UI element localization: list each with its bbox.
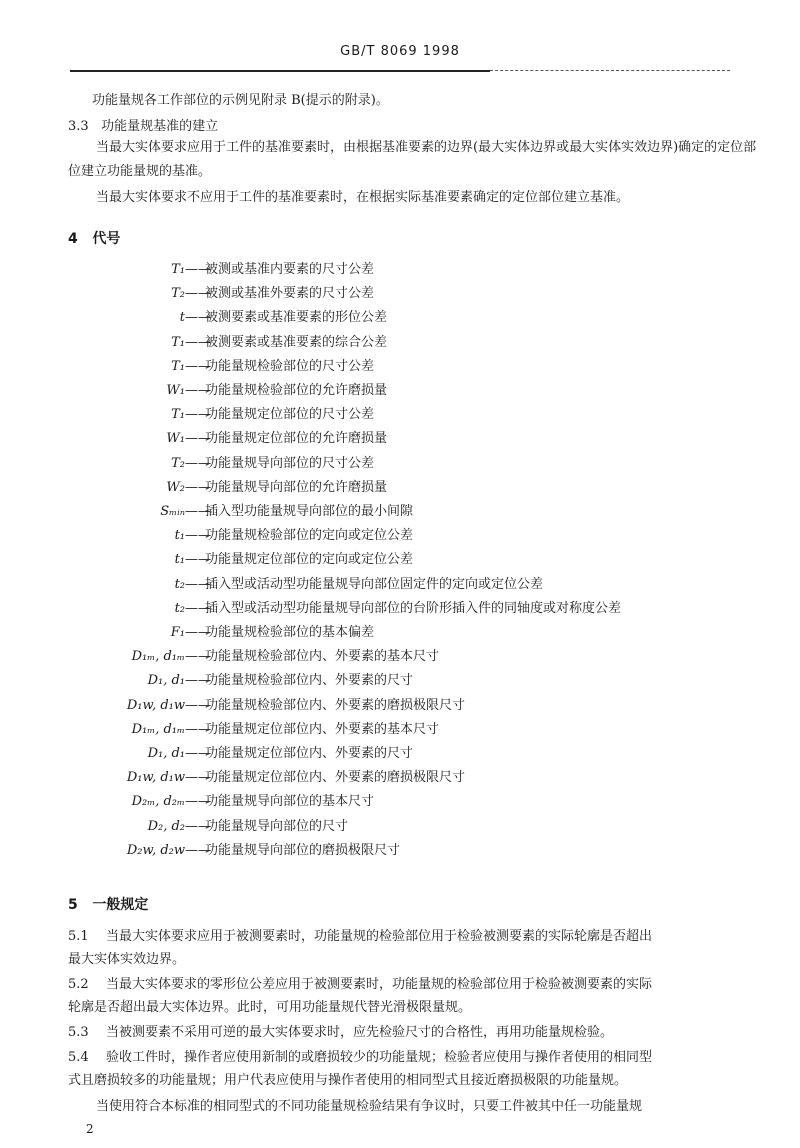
symbol-dash: —— [185,721,211,737]
symbol-description: 功能量规导向部位的尺寸公差 [205,455,375,471]
symbol: D₁ₘ, d₁ₘ [131,721,185,737]
symbol-row [80,573,760,597]
header-rule [70,70,490,72]
symbol-row [80,379,760,403]
symbol-dash: —— [185,552,211,568]
clause-text: 式且磨损较多的功能量规；用户代表应使用与操作者使用的相同型式且接近磨损极限的功能量规。 [68,1073,628,1088]
symbol: T₂ [171,455,185,471]
clause-text: 当被测要素不采用可逆的最大实体要求时，应先检验尺寸的合格性，再用功能量规检验。 [106,1025,614,1040]
symbol: D₁w, d₁w [126,770,185,786]
standard-header: GB/T 8069 1998 [340,44,460,59]
clause-text: 验收工件时，操作者应使用新制的或磨损较少的功能量规；检验者应使用与操作者使用的相同型 [106,1050,653,1065]
clause-line [68,999,471,1017]
symbol-dash: —— [185,383,211,398]
symbol: D₁, d₁ [147,746,185,761]
symbol-dash: —— [185,455,211,471]
symbol-description: 功能量规检验部位的基本偏差 [205,625,375,640]
symbol-description: 功能量规检验部位内、外要素的磨损极限尺寸 [205,697,466,713]
clause-text: 最大实体实效边界。 [68,952,186,967]
symbol: t₂ [174,600,185,616]
symbol-description: 功能量规定位部位内、外要素的基本尺寸 [205,721,440,737]
symbol: F₁ [170,625,185,640]
symbol-dash: —— [185,697,211,713]
symbol-description: 功能量规检验部位的允许磨损量 [205,383,388,398]
clause-text: 当最大实体要求的零形位公差应用于被测要素时，功能量规的检验部位用于检验被测要素的实际 [106,977,653,992]
symbol: T₁ [171,407,185,423]
page-number: 2 [86,1122,94,1136]
symbol-description: 功能量规导向部位的基本尺寸 [205,794,375,810]
symbol-dash: —— [185,600,211,616]
clause-text: 轮廓是否超出最大实体边界。此时，可用功能量规代替光滑极限量规。 [68,1000,472,1015]
symbol-row [80,645,760,669]
symbol-description: 功能量规定位部位内、外要素的尺寸 [205,746,414,761]
symbol-description: 被测要素或基准要素的形位公差 [205,310,388,326]
clause-text: 当最大实体要求应用于被测要素时，功能量规的检验部位用于检验被测要素的实际轮廓是否超出 [106,929,653,944]
symbol: D₂, d₂ [147,818,185,834]
symbol-row [80,548,760,572]
symbol-dash: —— [185,794,211,810]
clause-line [68,1024,613,1042]
symbol-description: 功能量规检验部位内、外要素的基本尺寸 [205,649,440,665]
clause-line [68,976,652,994]
symbol-dash: —— [185,673,211,689]
symbol: T₁ [171,262,185,277]
symbol-dash: —— [185,407,211,423]
clause-number: 5.4 [68,1050,89,1065]
symbol-description: 功能量规检验部位的尺寸公差 [205,358,375,374]
section-5-last-line: 当使用符合本标准的相同型式的不同功能量规检验结果有争议时，只要工件被其中任一功能量规 [96,1099,643,1114]
symbol: D₂ₘ, d₂ₘ [131,794,185,810]
symbol-dash: —— [185,625,211,640]
symbol-row [80,742,760,766]
symbol-row [80,718,760,742]
section-4-heading: 4 代号 [68,231,121,247]
clause-line [68,1072,627,1090]
symbol-row [80,694,760,718]
symbol-row [80,355,760,379]
clause-line [68,1049,652,1067]
symbol-row [80,790,760,814]
symbol-description: 被测或基准外要素的尺寸公差 [205,286,375,302]
symbol: W₂ [166,479,185,495]
intro-line: 功能量规各工作部位的示例见附录 B(提示的附录)。 [92,93,389,108]
clause-line [68,928,652,946]
symbol: Sₘᵢₙ [160,504,185,519]
symbol: W₁ [166,431,185,447]
symbol-row [80,452,760,476]
section-3-3-para-2: 当最大实体要求不应用于工件的基准要素时，在根据实际基准要素确定的定位部位建立基准。 [96,190,630,205]
symbol-dash: —— [185,431,211,447]
section-3-3-para-1: 当最大实体要求应用于工件的基准要素时，由根据基准要素的边界(最大实体边界或最大实体实效边界)确定的定位部位建立功能量规的基准。 [68,140,757,179]
symbol-row [80,621,760,645]
symbol-row [80,669,760,693]
symbol-dash: —— [185,286,211,302]
symbol-description: 插入型或活动型功能量规导向部位的台阶形插入件的同轴度或对称度公差 [205,600,622,616]
symbol-row [80,839,760,863]
symbol-description: 功能量规定位部位的定向或定位公差 [205,552,414,568]
symbol-row [80,524,760,548]
symbol-row [80,597,760,621]
symbol-description: 功能量规导向部位的尺寸 [205,818,349,834]
symbol: T₂ [171,286,185,302]
symbol-row [80,476,760,500]
symbol-dash: —— [185,746,211,761]
symbol: D₁, d₁ [147,673,185,689]
symbol-description: 插入型或活动型功能量规导向部位固定件的定向或定位公差 [205,576,544,592]
symbol-description: 功能量规导向部位的磨损极限尺寸 [205,842,401,858]
symbol-dash: —— [185,479,211,495]
clause-number: 5.3 [68,1025,89,1040]
symbol: t [179,310,185,326]
symbol: t₁ [174,528,185,544]
symbol-description: 被测要素或基准要素的综合公差 [205,334,388,350]
clause-number: 5.2 [68,977,89,992]
symbol: W₁ [166,383,185,398]
symbol-description: 插入型功能量规导向部位的最小间隙 [205,504,414,519]
symbol-row [80,331,760,355]
symbol-row [80,500,760,524]
symbol: t₁ [174,552,185,568]
symbol-row [80,815,760,839]
symbol-description: 被测或基准内要素的尺寸公差 [205,262,375,277]
symbol-dash: —— [185,334,211,350]
symbol-dash: —— [185,310,211,326]
clause-line [68,951,185,969]
symbol-description: 功能量规定位部位内、外要素的磨损极限尺寸 [205,770,466,786]
symbol-description: 功能量规检验部位内、外要素的尺寸 [205,673,414,689]
symbol: D₁w, d₁w [126,697,185,713]
symbol-dash: —— [185,770,211,786]
symbol-row [80,306,760,330]
symbol-row [80,427,760,451]
symbol-dash: —— [185,358,211,374]
symbol: T₁ [171,358,185,374]
symbol-dash: —— [185,576,211,592]
symbol: t₂ [174,576,185,592]
symbol-description: 功能量规定位部位的尺寸公差 [205,407,375,423]
symbol-row [80,282,760,306]
clause-number: 5.1 [68,929,89,944]
symbol-row [80,258,760,282]
symbol-row [80,403,760,427]
symbol: D₂w, d₂w [126,842,185,858]
symbol-dash: —— [185,504,211,519]
header-rule-dashed [490,70,730,71]
symbol: T₁ [171,334,185,350]
symbol-row [80,766,760,790]
symbol-dash: —— [185,528,211,544]
symbol-dash: —— [185,262,211,277]
symbol-description: 功能量规定位部位的允许磨损量 [205,431,388,447]
symbol-description: 功能量规导向部位的允许磨损量 [205,479,388,495]
symbol-dash: —— [185,649,211,665]
symbol-dash: —— [185,842,211,858]
section-5-heading: 5 一般规定 [68,897,149,913]
symbol: D₁ₘ, d₁ₘ [131,649,185,665]
section-3-3-heading: 3.3 功能量规基准的建立 [68,119,219,134]
symbol-dash: —— [185,818,211,834]
symbol-description: 功能量规检验部位的定向或定位公差 [205,528,414,544]
